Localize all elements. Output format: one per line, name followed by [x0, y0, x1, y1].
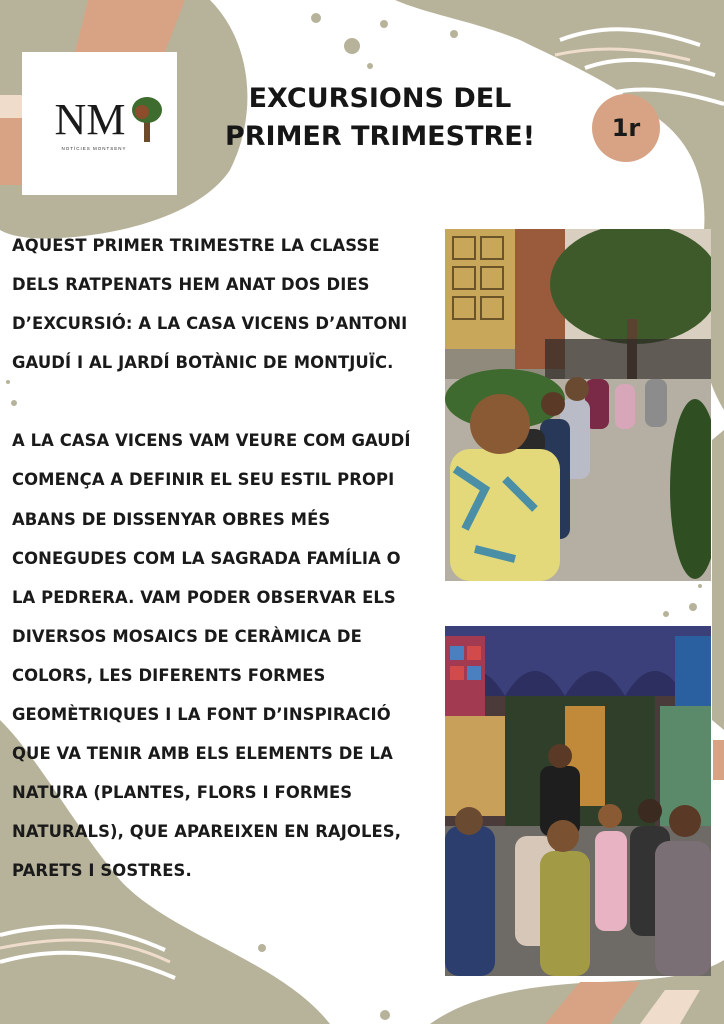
- logo-graphic: [32, 94, 167, 154]
- terracotta-block-right: [713, 740, 724, 780]
- text-line: LA PEDRERA. VAM PODER OBSERVAR ELS: [12, 587, 396, 607]
- text-line: NATURA (PLANTES, FLORS I FORMES: [12, 783, 353, 803]
- text-line: ABANS DE DISSENYAR OBRES MÉS: [12, 509, 331, 529]
- text-line: PARETS I SOSTRES.: [12, 861, 192, 881]
- text-line: NATURALS), QUE APAREIXEN EN RAJOLES,: [12, 822, 402, 842]
- page-title: [210, 80, 550, 156]
- text-line: CONEGUDES COM LA SAGRADA FAMÍLIA O: [12, 548, 401, 568]
- text-line: DELS RATPENATS HEM ANAT DOS DIES: [12, 275, 370, 295]
- text-line: D’EXCURSIÓ: A LA CASA VICENS D’ANTONI: [12, 314, 408, 334]
- title-line-1: EXCURSIONS DEL: [248, 83, 512, 114]
- text-line: AQUEST PRIMER TRIMESTRE LA CLASSE: [12, 236, 380, 255]
- title-line-2: PRIMER TRIMESTRE!: [224, 121, 536, 152]
- text-line: QUE VA TENIR AMB ELS ELEMENTS DE LA: [12, 744, 393, 764]
- text-line: COMENÇA A DEFINIR EL SEU ESTIL PROPI: [12, 470, 395, 490]
- logo-letters: NM: [54, 94, 126, 144]
- olive-blob-right: [712, 430, 724, 730]
- logo-subtitle: NOTÍCIES MONTSENY: [61, 145, 127, 151]
- photo-casa-vicens: [445, 626, 711, 976]
- trimester-badge: 1r: [592, 94, 660, 162]
- article-body: [12, 226, 432, 891]
- paragraph-intro: [12, 226, 432, 382]
- terracotta-block-left: [0, 118, 22, 185]
- logo: [22, 52, 177, 195]
- text-line: A LA CASA VICENS VAM VEURE COM GAUDÍ: [12, 431, 411, 451]
- text-line: GEOMÈTRIQUES I LA FONT D’INSPIRACIÓ: [12, 705, 391, 725]
- paragraph-casa-vicens: [12, 421, 432, 890]
- text-line: COLORS, LES DIFERENTS FORMES: [12, 665, 326, 685]
- text-line: DIVERSOS MOSAICS DE CERÀMICA DE: [12, 626, 362, 646]
- text-line: GAUDÍ I AL JARDÍ BOTÀNIC DE MONTJUÏC.: [12, 353, 394, 373]
- photo-garden: [445, 229, 711, 581]
